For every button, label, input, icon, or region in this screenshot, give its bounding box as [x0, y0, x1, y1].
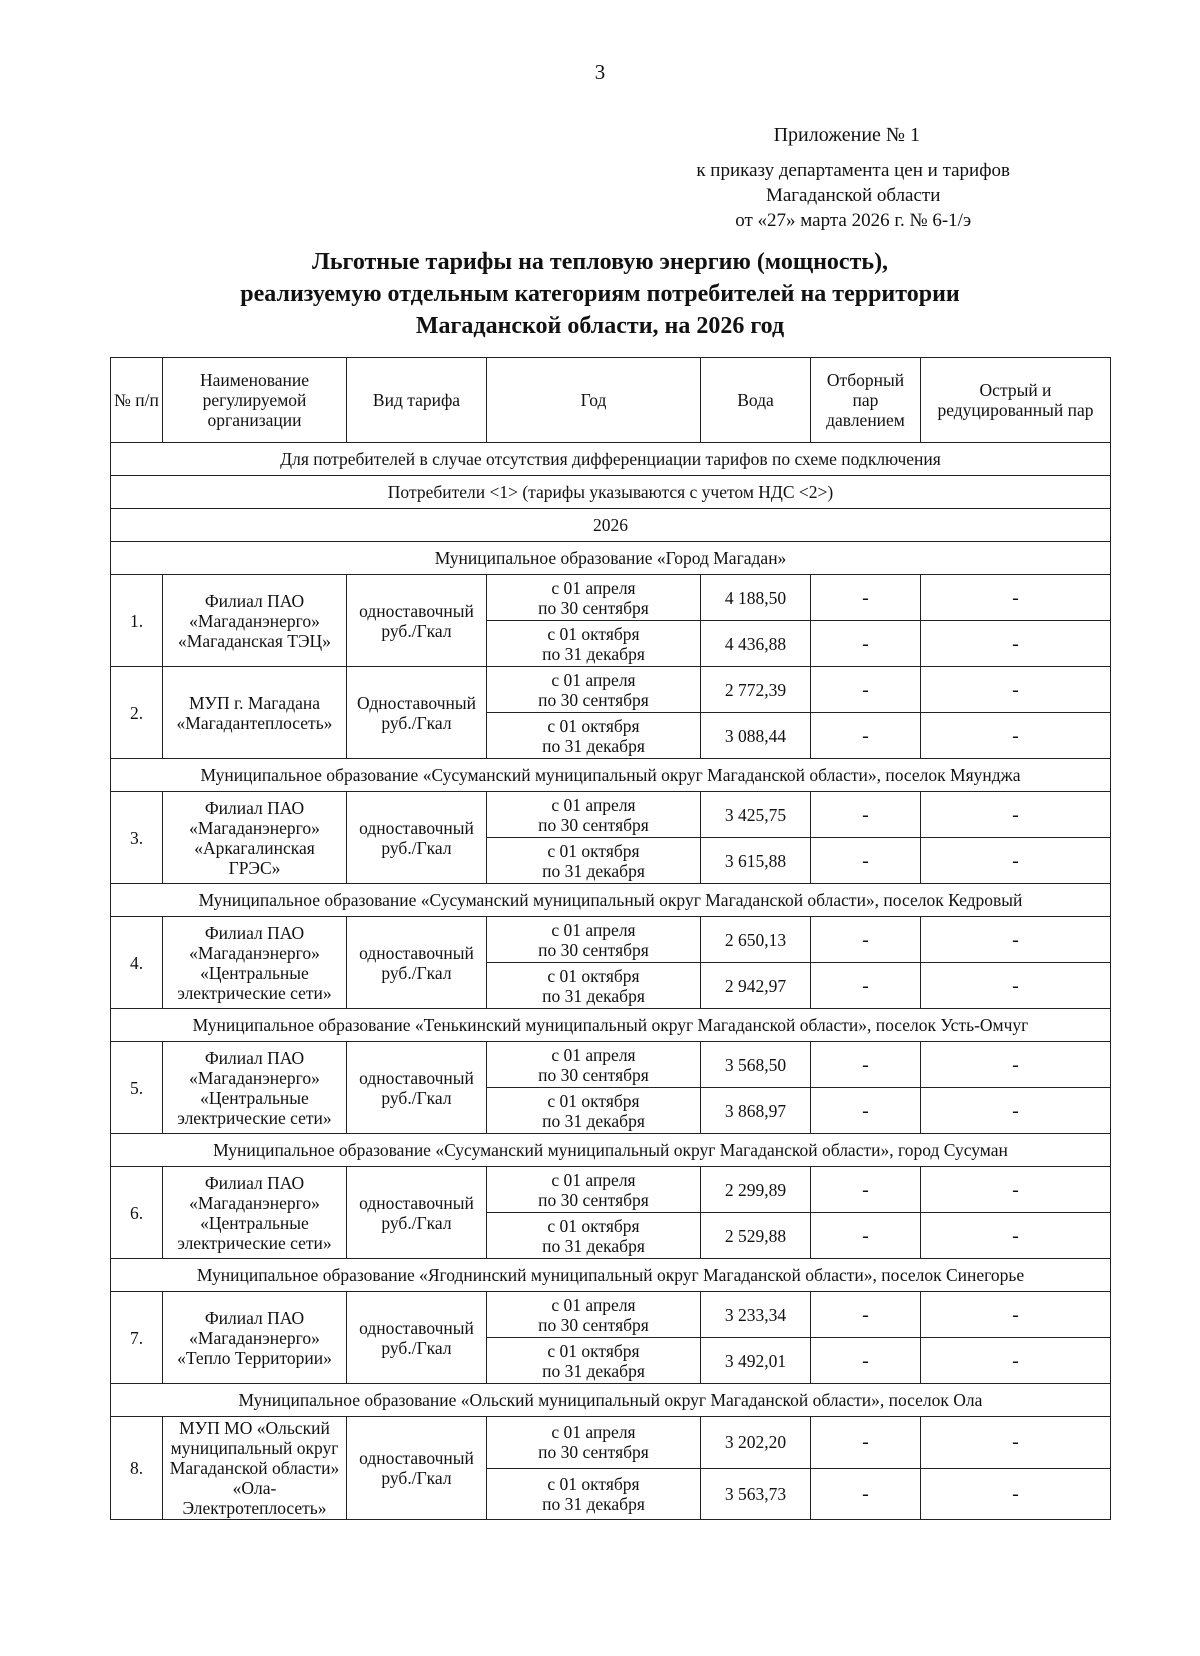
sharp-steam-value: -	[921, 838, 1111, 884]
tariff-type-line: одноставочный	[359, 942, 474, 963]
page-number: 3	[594, 60, 606, 84]
organization-name-line: «Магаданская ТЭЦ»	[178, 630, 331, 651]
water-tariff-value: 2 772,39	[701, 667, 811, 713]
sharp-steam-value: -	[921, 621, 1111, 667]
organization-name	[163, 1042, 347, 1134]
tariff-unit: руб./Гкал	[381, 837, 452, 858]
period-end: по 30 сентября	[538, 689, 649, 710]
period-start: с 01 апреля	[551, 1422, 636, 1443]
water-tariff-value: 2 299,89	[701, 1167, 811, 1213]
sharp-steam-value: -	[921, 792, 1111, 838]
municipality-row	[111, 884, 1111, 917]
period	[487, 1088, 701, 1134]
period-end: по 31 декабря	[542, 860, 645, 881]
municipality-row	[111, 542, 1111, 575]
sharp-steam-value: -	[921, 575, 1111, 621]
period-end: по 31 декабря	[542, 1493, 645, 1514]
municipality-row	[111, 1009, 1111, 1042]
organization-name-line: «Ола-	[232, 1478, 277, 1498]
row-number: 4.	[111, 917, 163, 1009]
water-tariff-value: 3 563,73	[701, 1468, 811, 1520]
annex-block	[696, 123, 1010, 233]
organization-name-line: Филиал ПАО	[204, 797, 305, 818]
water-tariff-value: 3 615,88	[701, 838, 811, 884]
period-end: по 31 декабря	[542, 735, 645, 756]
row-number: 7.	[111, 1292, 163, 1384]
organization-name	[163, 575, 347, 667]
sharp-steam-value: -	[921, 1292, 1111, 1338]
municipality-name: Муниципальное образование «Сусуманский муниципальный округ Магаданской области», поселок Мяунджа	[111, 759, 1111, 792]
annex-title: Приложение № 1	[773, 124, 920, 146]
period-start: с 01 октября	[547, 1090, 640, 1111]
municipality-name: Муниципальное образование «Сусуманский муниципальный округ Магаданской области», город Сусуман	[111, 1134, 1111, 1167]
tariff-type-line: одноставочный	[359, 1317, 474, 1338]
tariff-table	[110, 357, 1111, 1520]
organization-name	[163, 1292, 347, 1384]
water-tariff-value: 3 568,50	[701, 1042, 811, 1088]
period-start: с 01 апреля	[551, 1294, 636, 1315]
organization-name-line: Электротеплосеть»	[182, 1498, 327, 1518]
period-start: с 01 октября	[547, 840, 640, 861]
organization-name-line: электрические сети»	[177, 1232, 332, 1253]
steam-value: -	[811, 1213, 921, 1259]
period-end: по 30 сентября	[538, 1442, 649, 1463]
table-row	[111, 1292, 1111, 1338]
title-line-3: Магаданской области, на 2026 год	[415, 313, 785, 339]
organization-name-line: Филиал ПАО	[204, 1047, 305, 1068]
steam-value: -	[811, 713, 921, 759]
header-sharp-steam: Острый и редуцированный пар	[921, 358, 1111, 443]
water-tariff-value: 3 233,34	[701, 1292, 811, 1338]
title-line-1: Льготные тарифы на тепловую энергию (мощность),	[311, 249, 889, 275]
sharp-steam-value: -	[921, 1468, 1111, 1520]
tariff-type-line: одноставочный	[359, 1067, 474, 1088]
steam-value: -	[811, 963, 921, 1009]
period	[487, 1417, 701, 1469]
row-number: 5.	[111, 1042, 163, 1134]
period-start: с 01 октября	[547, 623, 640, 644]
water-tariff-value: 2 650,13	[701, 917, 811, 963]
period-start: с 01 апреля	[551, 1169, 636, 1190]
water-tariff-value: 3 868,97	[701, 1088, 811, 1134]
tariff-unit: руб./Гкал	[381, 1087, 452, 1108]
header-steam: Отборный пар давлением	[811, 358, 921, 443]
table-row	[111, 667, 1111, 713]
tariff-type	[347, 1417, 487, 1520]
organization-name-line: «Магаданэнерго»	[189, 610, 320, 631]
period-start: с 01 апреля	[551, 794, 636, 815]
organization-name-line: МУП МО «Ольский	[179, 1418, 330, 1438]
period-end: по 31 декабря	[542, 985, 645, 1006]
period	[487, 792, 701, 838]
water-tariff-value: 2 942,97	[701, 963, 811, 1009]
annex-line-2: Магаданской области	[765, 185, 941, 206]
organization-name	[163, 1417, 347, 1520]
period	[487, 667, 701, 713]
organization-name-line: «Магаданэнерго»	[189, 1192, 320, 1213]
tariff-unit: руб./Гкал	[381, 712, 452, 733]
period-end: по 30 сентября	[538, 939, 649, 960]
table-row	[111, 1417, 1111, 1469]
table-row	[111, 1042, 1111, 1088]
table-header-row	[111, 358, 1111, 443]
organization-name-line: ГРЭС»	[228, 857, 281, 878]
steam-value: -	[811, 1088, 921, 1134]
period	[487, 963, 701, 1009]
period	[487, 1213, 701, 1259]
tariff-unit: руб./Гкал	[381, 962, 452, 983]
period-end: по 30 сентября	[538, 597, 649, 618]
table-row	[111, 575, 1111, 621]
sharp-steam-value: -	[921, 1213, 1111, 1259]
steam-value: -	[811, 621, 921, 667]
organization-name-line: электрические сети»	[177, 1107, 332, 1128]
header-tariff-type: Вид тарифа	[347, 358, 487, 443]
period	[487, 1167, 701, 1213]
annex-line-1: к приказу департамента цен и тарифов	[696, 160, 1010, 181]
tariff-type	[347, 667, 487, 759]
period-start: с 01 апреля	[551, 669, 636, 690]
organization-name-line: «Магаданэнерго»	[189, 817, 320, 838]
organization-name	[163, 792, 347, 884]
period-end: по 30 сентября	[538, 1189, 649, 1210]
municipality-name: Муниципальное образование «Город Магадан»	[111, 542, 1111, 575]
row-number: 6.	[111, 1167, 163, 1259]
municipality-name: Муниципальное образование «Ольский муниципальный округ Магаданской области», поселок Ола	[111, 1384, 1111, 1417]
steam-value: -	[811, 1338, 921, 1384]
table-row	[111, 792, 1111, 838]
water-tariff-value: 4 436,88	[701, 621, 811, 667]
sharp-steam-value: -	[921, 963, 1111, 1009]
subheader-differentiation: Для потребителей в случае отсутствия дифференциации тарифов по схеме подключения	[111, 443, 1111, 476]
municipality-row	[111, 1134, 1111, 1167]
water-tariff-value: 3 088,44	[701, 713, 811, 759]
period	[487, 575, 701, 621]
subheader-row	[111, 443, 1111, 476]
organization-name-line: «Тепло Территории»	[177, 1347, 332, 1368]
organization-name-line: Филиал ПАО	[204, 590, 305, 611]
municipality-name: Муниципальное образование «Ягоднинский муниципальный округ Магаданской области», поселок Синегорье	[111, 1259, 1111, 1292]
tariff-type-line: одноставочный	[359, 600, 474, 621]
header-organization: Наименование регулируемой организации	[163, 358, 347, 443]
row-number: 8.	[111, 1417, 163, 1520]
water-tariff-value: 3 492,01	[701, 1338, 811, 1384]
period-end: по 30 сентября	[538, 814, 649, 835]
period-end: по 31 декабря	[542, 1235, 645, 1256]
steam-value: -	[811, 1167, 921, 1213]
municipality-row	[111, 1384, 1111, 1417]
organization-name-line: Филиал ПАО	[204, 1307, 305, 1328]
water-tariff-value: 3 202,20	[701, 1417, 811, 1469]
period-end: по 31 декабря	[542, 1360, 645, 1381]
steam-value: -	[811, 1468, 921, 1520]
period-start: с 01 октября	[547, 1473, 640, 1494]
period-end: по 30 сентября	[538, 1314, 649, 1335]
period-start: с 01 апреля	[551, 919, 636, 940]
period-end: по 31 декабря	[542, 1110, 645, 1131]
sharp-steam-value: -	[921, 1417, 1111, 1469]
tariff-unit: руб./Гкал	[381, 620, 452, 641]
water-tariff-value: 2 529,88	[701, 1213, 811, 1259]
organization-name-line: МУП г. Магадана	[189, 692, 320, 713]
organization-name-line: «Центральные	[200, 1087, 309, 1108]
row-number: 2.	[111, 667, 163, 759]
sharp-steam-value: -	[921, 1338, 1111, 1384]
header-water: Вода	[701, 358, 811, 443]
organization-name-line: Филиал ПАО	[204, 1172, 305, 1193]
sharp-steam-value: -	[921, 1042, 1111, 1088]
sharp-steam-value: -	[921, 713, 1111, 759]
water-tariff-value: 3 425,75	[701, 792, 811, 838]
municipality-row	[111, 759, 1111, 792]
tariff-unit: руб./Гкал	[381, 1468, 452, 1488]
organization-name-line: «Магадантеплосеть»	[176, 712, 333, 733]
period-start: с 01 октября	[547, 715, 640, 736]
tariff-type-line: Одноставочный	[357, 692, 476, 713]
steam-value: -	[811, 1042, 921, 1088]
table-row	[111, 1167, 1111, 1213]
row-number: 1.	[111, 575, 163, 667]
organization-name-line: «Магаданэнерго»	[189, 942, 320, 963]
period	[487, 838, 701, 884]
organization-name	[163, 667, 347, 759]
period-end: по 30 сентября	[538, 1064, 649, 1085]
municipality-row	[111, 1259, 1111, 1292]
period-start: с 01 апреля	[551, 577, 636, 598]
tariff-type	[347, 1042, 487, 1134]
period	[487, 1468, 701, 1520]
tariff-unit: руб./Гкал	[381, 1337, 452, 1358]
tariff-type	[347, 1292, 487, 1384]
sharp-steam-value: -	[921, 667, 1111, 713]
organization-name	[163, 1167, 347, 1259]
steam-value: -	[811, 838, 921, 884]
municipality-name: Муниципальное образование «Сусуманский муниципальный округ Магаданской области», поселок Кедровый	[111, 884, 1111, 917]
document-title	[0, 246, 1200, 342]
table-row	[111, 917, 1111, 963]
header-num: № п/п	[111, 358, 163, 443]
organization-name-line: муниципальный округ	[170, 1438, 339, 1458]
period-start: с 01 октября	[547, 1340, 640, 1361]
tariff-type-line: одноставочный	[359, 817, 474, 838]
organization-name-line: «Магаданэнерго»	[189, 1067, 320, 1088]
sharp-steam-value: -	[921, 917, 1111, 963]
steam-value: -	[811, 917, 921, 963]
tariff-type	[347, 917, 487, 1009]
tariff-type	[347, 575, 487, 667]
period	[487, 917, 701, 963]
subheader-consumers: Потребители <1> (тарифы указываются с учетом НДС <2>)	[111, 476, 1111, 509]
steam-value: -	[811, 575, 921, 621]
annex-line-3: от «27» марта 2026 г. № 6-1/э	[735, 210, 972, 231]
steam-value: -	[811, 1292, 921, 1338]
organization-name-line: Магаданской области»	[169, 1458, 340, 1478]
period	[487, 1338, 701, 1384]
tariff-type	[347, 1167, 487, 1259]
sharp-steam-value: -	[921, 1088, 1111, 1134]
organization-name-line: «Центральные	[200, 962, 309, 983]
organization-name-line: «Магаданэнерго»	[189, 1327, 320, 1348]
sharp-steam-value: -	[921, 1167, 1111, 1213]
organization-name	[163, 917, 347, 1009]
period-start: с 01 апреля	[551, 1044, 636, 1065]
period-end: по 31 декабря	[542, 643, 645, 664]
subheader-year: 2026	[111, 509, 1111, 542]
header-year: Год	[487, 358, 701, 443]
period	[487, 1042, 701, 1088]
period	[487, 621, 701, 667]
municipality-name: Муниципальное образование «Тенькинский муниципальный округ Магаданской области», поселок Усть-Омчуг	[111, 1009, 1111, 1042]
tariff-type	[347, 792, 487, 884]
water-tariff-value: 4 188,50	[701, 575, 811, 621]
period	[487, 713, 701, 759]
steam-value: -	[811, 667, 921, 713]
period-start: с 01 октября	[547, 1215, 640, 1236]
period	[487, 1292, 701, 1338]
subheader-row	[111, 476, 1111, 509]
row-number: 3.	[111, 792, 163, 884]
tariff-type-line: одноставочный	[359, 1192, 474, 1213]
organization-name-line: «Центральные	[200, 1212, 309, 1233]
subheader-row	[111, 509, 1111, 542]
steam-value: -	[811, 792, 921, 838]
tariff-type-line: одноставочный	[359, 1448, 474, 1468]
organization-name-line: «Аркагалинская	[194, 837, 315, 858]
period-start: с 01 октября	[547, 965, 640, 986]
organization-name-line: Филиал ПАО	[204, 922, 305, 943]
tariff-unit: руб./Гкал	[381, 1212, 452, 1233]
steam-value: -	[811, 1417, 921, 1469]
title-line-2: реализуемую отдельным категориям потребителей на территории	[240, 281, 960, 307]
organization-name-line: электрические сети»	[177, 982, 332, 1003]
